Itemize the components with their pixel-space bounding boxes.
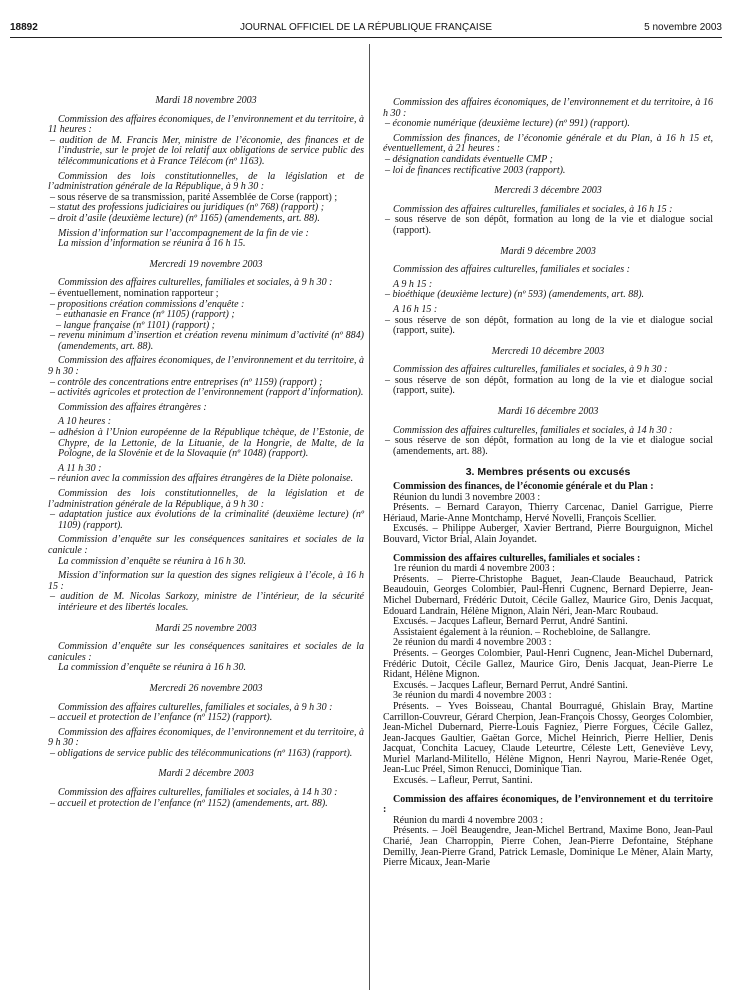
column-divider <box>369 44 370 990</box>
commission-heading: Commission des affaires économiques, de l’environnement et du territoire, à 9 h 30 : <box>48 726 364 749</box>
meeting-line: Réunion du lundi 3 novembre 2003 : <box>393 491 541 503</box>
date-heading: Mardi 9 décembre 2003 <box>500 245 596 257</box>
agenda-item: – statut des professions judiciaires ou juridiques (nº 768) (rapport) ; <box>50 202 325 214</box>
header-rule <box>10 37 722 38</box>
commission-heading: Commission des lois constitutionnelles, de la législation et de l’administration générale de la République, à 9 h 30 : <box>48 170 364 193</box>
agenda-item: – propositions création commissions d’enquête : <box>50 298 245 310</box>
agenda-item: – loi de finances rectificative 2003 (rapport). <box>385 164 566 176</box>
meeting-line: 3e réunion du mardi 4 novembre 2003 : <box>393 690 552 702</box>
commission-heading: Commission des affaires économiques, de l’environnement et du territoire : <box>383 793 713 816</box>
date-heading: Mercredi 26 novembre 2003 <box>149 682 263 694</box>
commission-heading: Commission des affaires culturelles, familiales et sociales, à 9 h 30 : <box>393 364 668 376</box>
page-number: 18892 <box>10 22 38 33</box>
commission-heading: Commission des affaires culturelles, familiales et sociales, à 9 h 30 : <box>58 701 333 713</box>
present-list: Présents. – Yves Boisseau, Chantal Bourragué, Ghislain Bray, Martine Carrillon-Couvreur, Gérard Cherpion, Jean-François Chossy, Georges Colombier, Jean-Michel Dubernard, Pierre-Louis Fagniez, Pierre Forgues, Cécile Gallez, Jean-Jacques Gaultier, Gaëtan Gorce, Michel Heinrich, Pierre Hellier, Denis Jacquat, Conchita Lacuey, Claude Leteurtre, Céleste Lett, Geneviève Levy, Muriel Marland-Militello, Hélène Mignon, Henri Nayrou, Marie-Renée Oget, Jean-Luc Préel, Simon Renucci, Dominique Tian. <box>383 700 713 776</box>
agenda-item: – revenu minimum d’insertion et création revenu minimum d’activité (nº 884) (amendements, art. 88). <box>50 330 364 352</box>
date-heading: Mardi 25 novembre 2003 <box>155 622 257 634</box>
commission-heading: Commission des affaires culturelles, familiales et sociales, à 14 h 30 : <box>58 787 338 799</box>
issue-date: 5 novembre 2003 <box>644 22 722 33</box>
time-label: A 16 h 15 : <box>393 303 438 315</box>
commission-heading: Commission des affaires étrangères : <box>58 401 207 413</box>
present-list: Présents. – Georges Colombier, Paul-Henri Cugnenc, Jean-Michel Dubernard, Frédéric Dutoit, Cécile Gallez, Maurice Giro, Denis Jacquat, Jean-Pierre Le Ridant, Hélène Mignon. <box>383 647 713 681</box>
agenda-item: – économie numérique (deuxième lecture) (nº 991) (rapport). <box>385 118 630 130</box>
agenda-item: – accueil et protection de l’enfance (nº 1152) (rapport). <box>50 712 273 724</box>
agenda-item: – audition de M. Francis Mer, ministre de l’économie, des finances et de l’industrie, sur le projet de loi relatif aux obligations de service public des télécommunications et à France Télécom (nº 1163). <box>50 134 364 167</box>
agenda-item: – bioéthique (deuxième lecture) (nº 593) (amendements, art. 88). <box>385 289 645 301</box>
date-heading: Mardi 18 novembre 2003 <box>155 95 257 106</box>
present-list: Présents. – Joël Beaugendre, Jean-Michel Bertrand, Maxime Bono, Jean-Paul Charié, Jean Charroppin, Pierre Cohen, Jean-Pierre Defontaine, Stéphane Demilly, Jean-Pierre Grand, Patrick Lemasle, Dominique Le Mèner, Alain Marty, Pierre Micaux, Jean-Marie <box>383 825 713 869</box>
right-column <box>383 98 713 869</box>
present-list: Présents. – Pierre-Christophe Baguet, Jean-Claude Beauchaud, Patrick Beaudouin, Georges Colombier, Paul-Henri Cugnenc, Bernard Depierre, Jean-Michel Dubernard, Frédéric Dutoit, Cécile Gallez, Maurice Giro, Denis Jacquat, Edouard Landrain, Hélène Mignon, Alain Néri, Jean-Marc Roubaud. <box>383 573 713 617</box>
meeting-line: 1re réunion du mardi 4 novembre 2003 : <box>393 563 555 575</box>
agenda-item: – activités agricoles et protection de l’environnement (rapport d’information). <box>50 387 364 399</box>
agenda-item: – sous réserve de son dépôt, formation au long de la vie et dialogue social (rapport, suite). <box>385 374 713 397</box>
commission-heading: Commission des lois constitutionnelles, de la législation et de l’administration générale de la République, à 9 h 30 : <box>48 488 364 510</box>
commission-heading: Commission des affaires économiques, de l’environnement et du territoire, à 16 h 30 : <box>383 97 713 119</box>
page-header <box>10 20 722 36</box>
date-heading: Mercredi 3 décembre 2003 <box>494 185 602 197</box>
excused-list: Excusés. – Jacques Lafleur, Bernard Perrut, André Santini. <box>393 679 628 691</box>
meeting-line: 2e réunion du mardi 4 novembre 2003 : <box>393 637 552 649</box>
commission-heading: Commission des finances, de l’économie générale et du Plan, à 16 h 15 et, éventuellement, à 21 heures : <box>383 132 713 155</box>
commission-heading: Commission des affaires culturelles, familiales et sociales : <box>393 264 631 276</box>
agenda-item: – éventuellement, nomination rapporteur ; <box>50 287 219 299</box>
attendee-list: Assistaient également à la réunion. – Rochebloine, de Sallangre. <box>393 626 651 638</box>
section-heading: 3. Membres présents ou excusés <box>465 466 631 479</box>
commission-heading: Commission des affaires culturelles, familiales et sociales, à 16 h 15 : <box>393 203 673 215</box>
agenda-item: – obligations de service public des télécommunications (nº 1163) (rapport). <box>50 747 353 759</box>
commission-heading: Commission d’enquête sur les conséquences sanitaires et sociales de la canicule : <box>48 534 364 556</box>
commission-heading: Commission des affaires économiques, de l’environnement et du territoire, à 9 h 30 : <box>48 355 364 378</box>
agenda-subitem: – langue française (nº 1101) (rapport) ; <box>56 319 216 331</box>
agenda-item: – contrôle des concentrations entre entreprises (nº 1159) (rapport) ; <box>50 376 323 388</box>
agenda-item: – droit d’asile (deuxième lecture) (nº 1165) (amendements, art. 88). <box>50 212 320 224</box>
agenda-subitem: – euthanasie en France (nº 1105) (rapport) ; <box>56 309 235 321</box>
journal-title: JOURNAL OFFICIEL DE LA RÉPUBLIQUE FRANÇAISE <box>239 22 493 33</box>
excused-list: Excusés. – Lafleur, Perrut, Santini. <box>393 775 533 787</box>
present-list: Présents. – Bernard Carayon, Thierry Carcenac, Daniel Garrigue, Pierre Hériaud, Marie-Anne Montchamp, Hervé Novelli, François Scellier. <box>383 502 713 524</box>
agenda-item: – sous réserve de son dépôt, formation au long de la vie et dialogue social (rapport). <box>385 214 713 236</box>
time-label: A 10 heures : <box>58 416 112 428</box>
commission-heading: Commission des affaires économiques, de l’environnement et du territoire, à 11 heures : <box>48 113 364 136</box>
agenda-note: La commission d’enquête se réunira à 16 h 30. <box>58 555 247 567</box>
excused-list: Excusés. – Jacques Lafleur, Bernard Perrut, André Santini. <box>393 616 628 628</box>
date-heading: Mardi 2 décembre 2003 <box>158 768 254 780</box>
time-label: A 11 h 30 : <box>58 462 102 474</box>
commission-heading: Commission des affaires culturelles, familiales et sociales, à 14 h 30 : <box>393 424 673 436</box>
agenda-item: – réunion avec la commission des affaires étrangères de la Diète polonaise. <box>50 473 354 485</box>
agenda-item: – adhésion à l’Union européenne de la République tchèque, de l’Estonie, de Chypre, de la Lettonie, de la Lituanie, de la Hongrie, de Malte, de la Pologne, de la Slovénie et de la Slovaquie (nº 1048) (rapport). <box>50 427 364 460</box>
meeting-line: Réunion du mardi 4 novembre 2003 : <box>393 814 543 826</box>
commission-heading: Commission d’enquête sur les conséquences sanitaires et sociales de la canicules : <box>48 641 364 663</box>
left-column <box>48 96 364 809</box>
commission-heading: Commission des finances, de l’économie générale et du Plan : <box>393 481 654 493</box>
date-heading: Mercredi 10 décembre 2003 <box>491 345 605 357</box>
agenda-item: – audition de M. Nicolas Sarkozy, ministre de l’intérieur, de la sécurité intérieure et des libertés locales. <box>50 591 364 613</box>
agenda-item: – sous réserve de son dépôt, formation au long de la vie et dialogue social (amendements, art. 88). <box>385 435 713 457</box>
agenda-item: – accueil et protection de l’enfance (nº 1152) (amendements, art. 88). <box>50 797 328 809</box>
commission-heading: Mission d’information sur la question des signes religieux à l’école, à 16 h 15 : <box>48 570 364 592</box>
commission-heading: Commission des affaires culturelles, familiales et sociales : <box>393 552 641 564</box>
agenda-item: – désignation candidats éventuelle CMP ; <box>385 153 553 165</box>
agenda-item: – sous réserve de sa transmission, parité Assemblée de Corse (rapport) ; <box>50 191 338 203</box>
agenda-item: – sous réserve de son dépôt, formation au long de la vie et dialogue social (rapport, suite). <box>385 314 713 337</box>
commission-heading: Mission d’information sur l’accompagnement de la fin de vie : <box>58 227 309 239</box>
date-heading: Mercredi 19 novembre 2003 <box>149 258 263 270</box>
excused-list: Excusés. – Philippe Auberger, Xavier Bertrand, Pierre Bourguignon, Michel Bouvard, Victor Brial, Alain Joyandet. <box>383 523 713 545</box>
time-label: A 9 h 15 : <box>393 278 433 290</box>
agenda-note: La mission d’information se réunira à 16 h 15. <box>58 238 246 250</box>
agenda-note: La commission d’enquête se réunira à 16 h 30. <box>58 662 247 674</box>
agenda-item: – adaptation justice aux évolutions de la criminalité (deuxième lecture) (nº 1109) (rapport). <box>50 509 364 531</box>
commission-heading: Commission des affaires culturelles, familiales et sociales, à 9 h 30 : <box>58 277 333 289</box>
date-heading: Mardi 16 décembre 2003 <box>497 406 599 418</box>
